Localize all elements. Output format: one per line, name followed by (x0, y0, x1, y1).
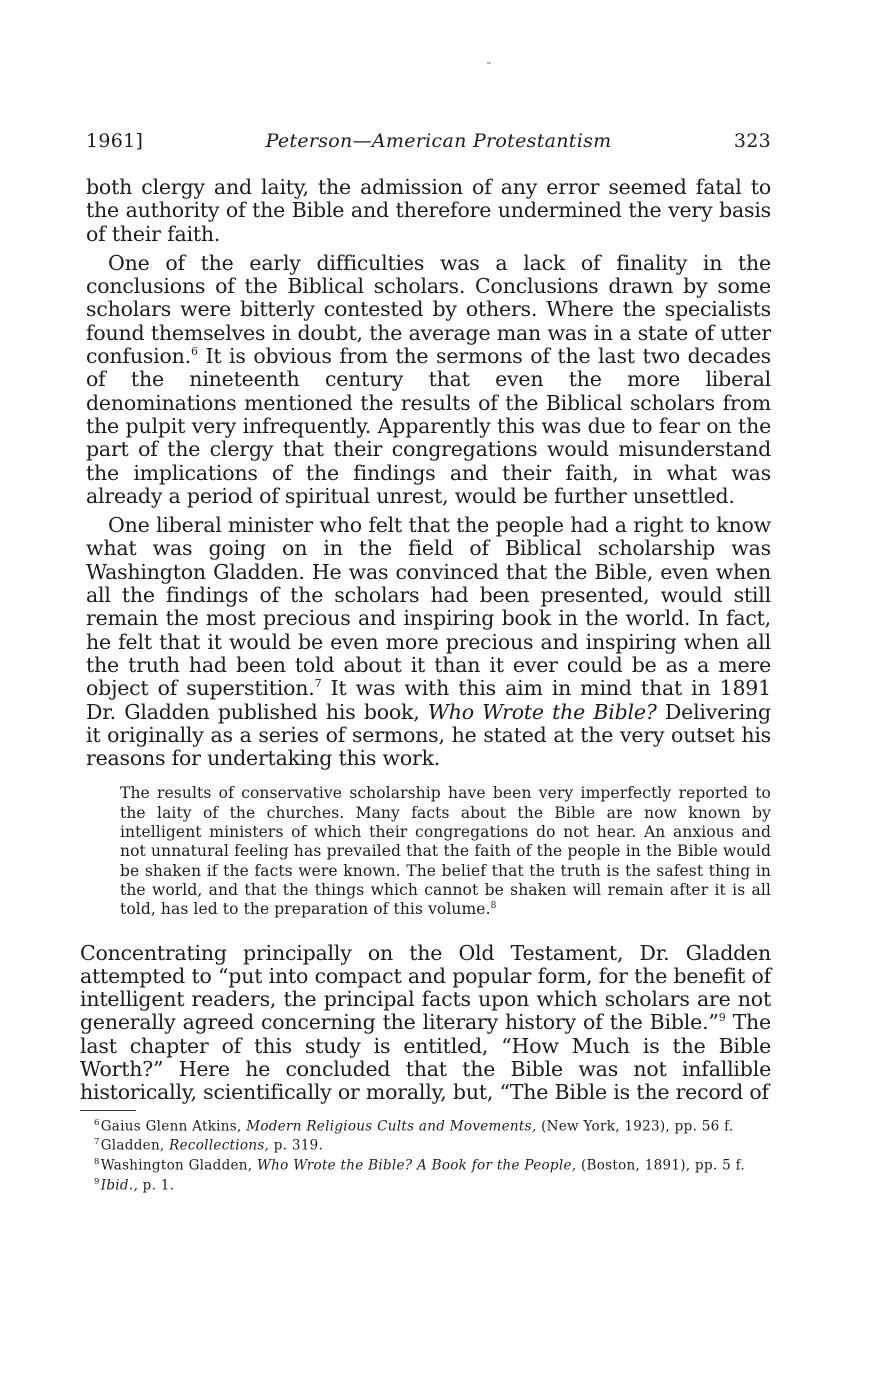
footnote-ref-7[interactable]: 7 (314, 677, 322, 691)
footnote-8 (80, 1154, 771, 1174)
paragraph-4 (80, 942, 771, 1105)
footnote-number: 8 (94, 1156, 100, 1167)
footnote-number: 6 (94, 1117, 100, 1128)
paragraph-1-text: both clergy and laity, the admission of any error seemed fatal to the authority of the Bible and therefore undermined the very basis of their faith. (86, 175, 771, 246)
block-quote-text: The results of conservative scholarship have been very imperfectly reported to the laity of the churches. Many facts about the Bible are now known by intelligent ministers of which their congregations do not hear. An anxious and not unnatural feeling has prevailed that the faith of the people in the Bible would be shaken if the facts were known. The belief that the truth is the safest thing in the world, and that the things which cannot be shaken will remain after it is all told, has led to the preparation of this volume. (120, 784, 771, 919)
scan-mark (487, 62, 491, 64)
footnote-italic: Who Wrote the Bible? A Book for the People, (257, 1157, 577, 1174)
running-head-title: Peterson—American Protestantism (265, 130, 612, 152)
footnote-number: 9 (94, 1176, 100, 1187)
footnote-text: Gladden, (100, 1137, 170, 1154)
paragraph-2 (86, 252, 771, 508)
footnotes (80, 1115, 771, 1194)
footnote-number: 7 (94, 1137, 100, 1148)
footnote-italic: Recollections, (169, 1137, 270, 1154)
footnote-ref-9[interactable]: 9 (718, 1011, 726, 1025)
paragraph-2-text-before: One of the early difficulties was a lack of finality in the conclusions of the Biblical scholars. Conclusions drawn by some scholars were bitterly contested by others. Where the specialists found themselves in doubt, the average man was in a state of utter confusion. (86, 250, 771, 369)
block-quote (120, 784, 771, 919)
footnote-divider (80, 1110, 136, 1111)
book-title: Who Wrote the Bible? (427, 699, 657, 724)
footnote-text: p. 319. (269, 1137, 324, 1154)
footnote-9 (80, 1174, 771, 1194)
running-head (86, 128, 771, 154)
running-head-year: 1961] (86, 130, 144, 152)
footnote-text: (Boston, 1891), pp. 5 f. (576, 1157, 745, 1174)
footnote-text: (New York, 1923), pp. 56 f. (536, 1118, 734, 1135)
paragraph-1 (86, 176, 771, 246)
footnote-ref-6[interactable]: 6 (190, 345, 198, 359)
paragraph-4-text-after: The last chapter of this study is entitled, “How Much is the Bible Worth?” Here he concluded that the Bible was not infallible historically, scientifically or morally, but, “The Bible is the record of (80, 1010, 771, 1105)
footnote-ref-8[interactable]: 8 (490, 901, 497, 912)
paragraph-2-text-after: It is obvious from the sermons of the last two decades of the nineteenth century that even the more liberal denominations mentioned the results of the Biblical scholars from the pulpit very infrequently. Apparently this was due to fear on the part of the clergy that their congregations would misunderstand the implications of the findings and their faith, in what was already a period of spiritual unrest, would be further unsettled. (86, 344, 771, 508)
footnote-7 (80, 1134, 771, 1154)
footnote-text: p. 1. (138, 1177, 175, 1194)
paragraph-3-text-mid: It was with this aim in mind that in 1891 Dr. Gladden published his book, (86, 676, 771, 724)
continuation-paragraph (80, 942, 771, 1105)
footnote-text: Gaius Glenn Atkins, (100, 1118, 247, 1135)
page (80, 128, 771, 1194)
body-text (86, 176, 771, 770)
page-number: 323 (733, 130, 771, 152)
paragraph-3-text-after: Delivering it originally as a series of sermons, he stated at the very outset his reasons for undertaking this work. (86, 699, 771, 771)
paragraph-3 (86, 514, 771, 770)
footnote-text: Washington Gladden, (100, 1157, 257, 1174)
paragraph-3-text-before: One liberal minister who felt that the people had a right to know what was going on in the field of Biblical scholarship was Washington Gladden. He was convinced that the Bible, even when all the findings of the scholars had been presented, would still remain the most precious and inspiring book in the world. In fact, he felt that it would be even more precious and inspiring when all the truth had been told about it than it ever could be as a mere object of superstition. (86, 513, 771, 701)
footnote-italic: Ibid., (100, 1177, 139, 1194)
footnote-italic: Modern Religious Cults and Movements, (246, 1118, 537, 1135)
footnote-6 (80, 1115, 771, 1135)
paragraph-4-text-before: Concentrating principally on the Old Testament, Dr. Gladden attempted to “put into compact and popular form, for the benefit of intelligent readers, the principal facts upon which scholars are not generally agreed concerning the literary history of the Bible.” (80, 940, 771, 1035)
